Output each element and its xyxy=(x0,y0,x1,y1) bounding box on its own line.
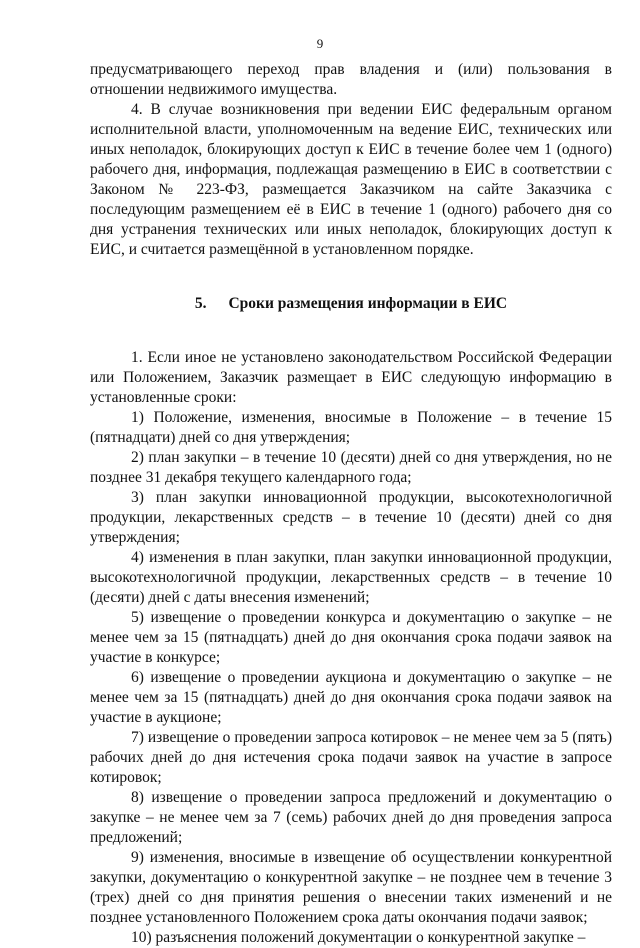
list-item-6: 6) извещение о проведении аукциона и документацию о закупке – не менее чем за 15 (пятнадцать) дней до дня окончания срока подачи заявок на участие в аукционе; xyxy=(90,669,612,726)
list-item-4: 4) изменения в план закупки, план закупки инновационной продукции, высокотехнологичной продукции, лекарственных средств – в течение 10 (десяти) дней с даты внесения изменений; xyxy=(90,549,612,606)
section-number: 5. xyxy=(194,295,207,312)
paragraph-item-1: 1. Если иное не установлено законодательством Российской Федерации или Положением, Заказчик размещает в ЕИС следующую информацию в установленные сроки: xyxy=(90,349,612,406)
list-item-3: 3) план закупки инновационной продукции, высокотехнологичной продукции, лекарственных средств – в течение 10 (десяти) дней со дня утверждения; xyxy=(90,489,612,546)
list-item-1: 1) Положение, изменения, вносимые в Положение – в течение 15 (пятнадцати) дней со дня утверждения; xyxy=(90,409,612,446)
section-heading xyxy=(90,294,612,314)
list-item-8: 8) извещение о проведении запроса предложений и документацию о закупке – не менее чем за 7 (семь) рабочих дней до дня проведения запроса предложений; xyxy=(90,789,612,846)
list-item-10: 10) разъяснения положений документации о конкурентной закупке – xyxy=(131,929,586,946)
document-body xyxy=(90,60,612,948)
section-title: Сроки размещения информации в ЕИС xyxy=(228,295,508,312)
paragraph-continuation: предусматривающего переход прав владения и (или) пользования в отношении недвижимого имущества. xyxy=(90,61,612,98)
paragraph-item-4: 4. В случае возникновения при ведении ЕИС федеральным органом исполнительной власти, уполномоченным на ведение ЕИС, технических или иных неполадок, блокирующих доступ к ЕИС в течение более чем 1 (одного) рабочего дня, информация, подлежащая размещению в ЕИС в соответствии с Законом № 223-ФЗ, размещается Заказчиком на сайте Заказчика с последующим размещением её в ЕИС в течение 1 (одного) рабочего дня со дня устранения технических или иных неполадок, блокирующих доступ к ЕИС, и считается размещённой в установленном порядке. xyxy=(90,101,612,258)
list-item-7: 7) извещение о проведении запроса котировок – не менее чем за 5 (пять) рабочих дней до дня истечения срока подачи заявок на участие в запросе котировок; xyxy=(90,729,612,786)
list-item-5: 5) извещение о проведении конкурса и документацию о закупке – не менее чем за 15 (пятнадцать) дней до дня окончания срока подачи заявок на участие в конкурсе; xyxy=(90,609,612,666)
list-item-9: 9) изменения, вносимые в извещение об осуществлении конкурентной закупки, документацию о конкурентной закупке – не позднее чем в течение 3 (трех) дней со дня принятия решения о внесении таких изменений и не позднее установленного Положением срока даты окончания подачи заявок; xyxy=(90,849,612,926)
page-number: 9 xyxy=(316,36,324,51)
list-item-2: 2) план закупки – в течение 10 (десяти) дней со дня утверждения, но не позднее 31 декабря текущего календарного года; xyxy=(90,449,612,486)
